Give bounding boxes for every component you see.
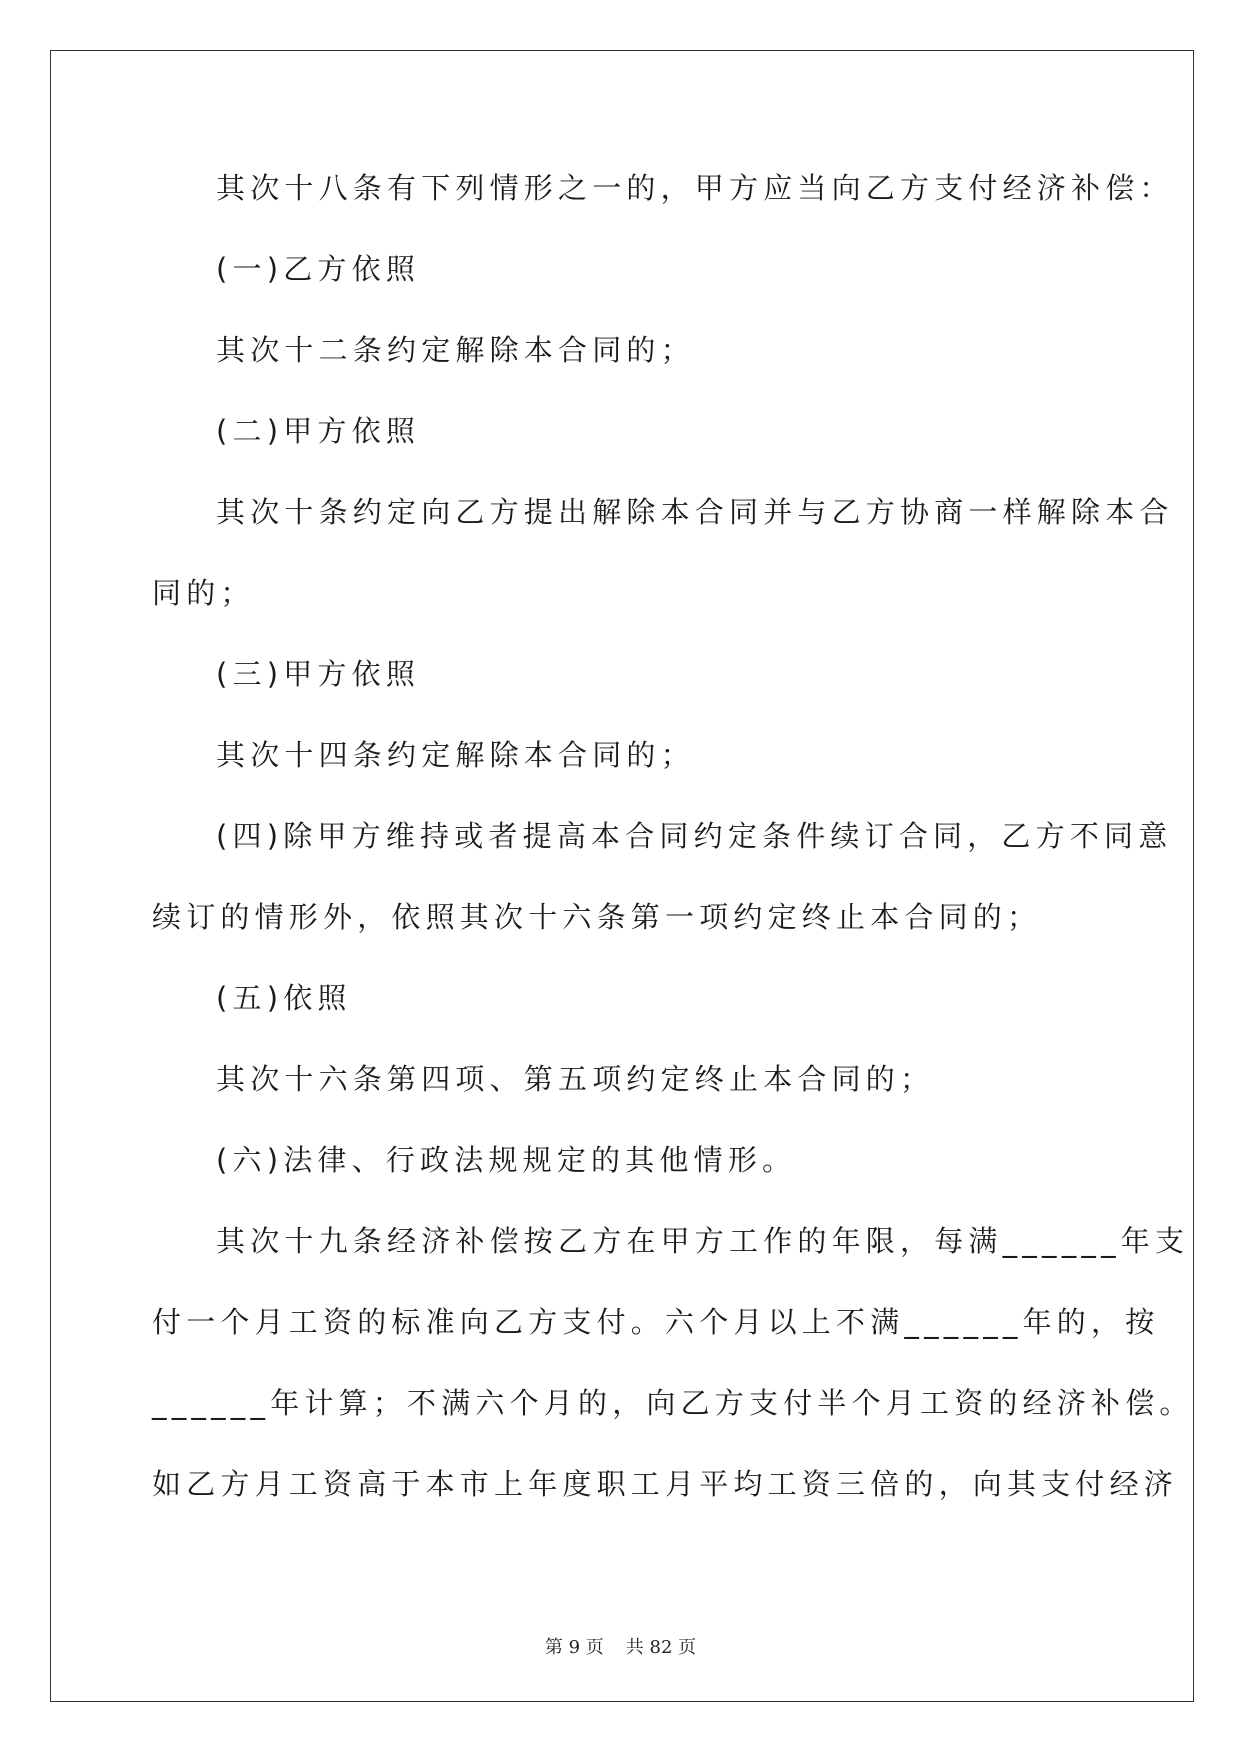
paragraph-line: 其次十九条经济补偿按乙方在甲方工作的年限，每满______年支	[216, 1224, 1190, 1258]
page-footer	[0, 1633, 1241, 1659]
paragraph-line: 其次十二条约定解除本合同的；	[216, 333, 695, 367]
paragraph-line: 其次十条约定向乙方提出解除本合同并与乙方协商一样解除本合	[216, 495, 1174, 529]
paragraph-line: 其次十六条第四项、第五项约定终止本合同的；	[216, 1062, 935, 1096]
page-number: 第 9 页	[544, 1637, 604, 1658]
page-total: 共 82 页	[625, 1637, 697, 1658]
paragraph-line: (四)除甲方维持或者提高本合同约定条件续订合同，乙方不同意	[216, 819, 1173, 853]
paragraph-line: 其次十八条有下列情形之一的，甲方应当向乙方支付经济补偿：	[216, 171, 1174, 205]
paragraph-line: (三)甲方依照	[216, 657, 421, 691]
paragraph-line: 同的；	[152, 576, 255, 610]
document-body	[152, 148, 1194, 1525]
paragraph-line: (二)甲方依照	[216, 414, 421, 448]
paragraph-line: 其次十四条约定解除本合同的；	[216, 738, 695, 772]
paragraph-line: 如乙方月工资高于本市上年度职工月平均工资三倍的，向其支付经济	[152, 1467, 1179, 1501]
paragraph-line: 付一个月工资的标准向乙方支付。六个月以上不满______年的，按	[152, 1305, 1160, 1339]
paragraph-line: (五)依照	[216, 981, 352, 1015]
paragraph-line: (一)乙方依照	[216, 252, 421, 286]
paragraph-line: ______年计算；不满六个月的，向乙方支付半个月工资的经济补偿。	[152, 1386, 1194, 1420]
paragraph-line: 续订的情形外，依照其次十六条第一项约定终止本合同的；	[152, 900, 1042, 934]
paragraph-line: (六)法律、行政法规规定的其他情形。	[216, 1143, 797, 1177]
